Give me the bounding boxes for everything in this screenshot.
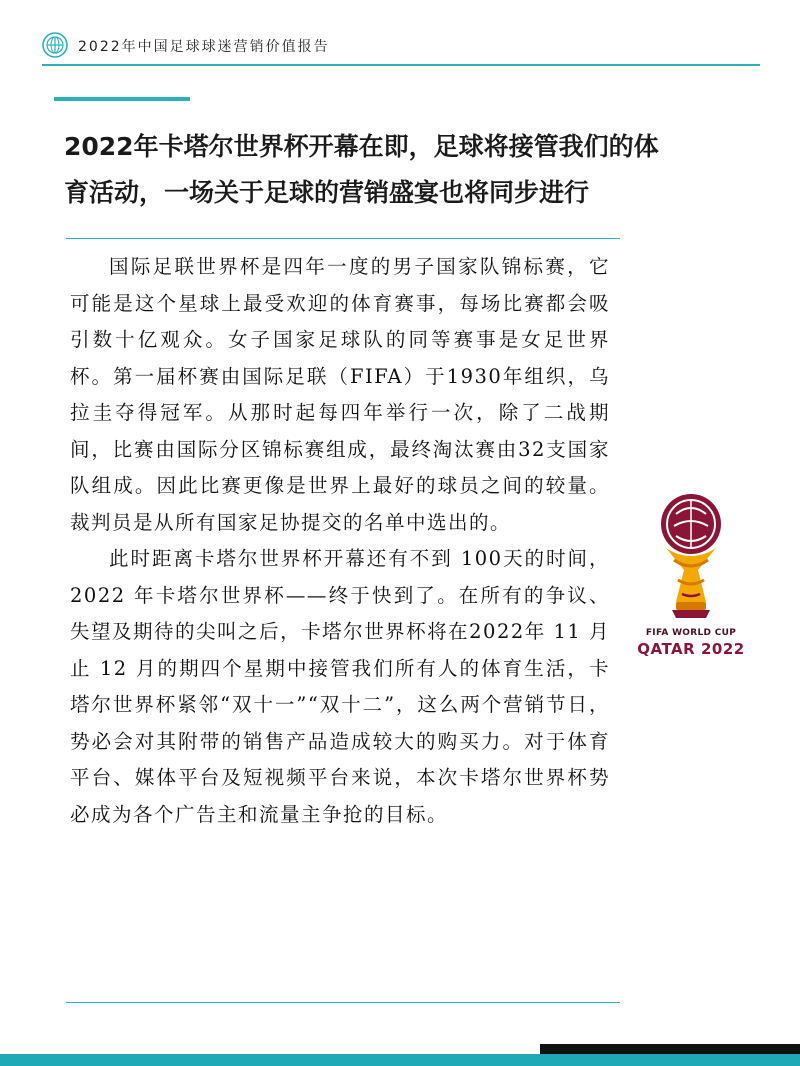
footer-dark-bar: [540, 1044, 800, 1054]
page-headline: [64, 124, 784, 216]
world-cup-logo: [636, 490, 746, 665]
page-header: [42, 30, 760, 66]
globe-emblem-icon: [42, 32, 68, 58]
header-divider: [42, 64, 760, 66]
headline-line-2: 育活动，一场关于足球的营销盛宴也将同步进行: [64, 178, 590, 207]
accent-bar: [54, 97, 190, 101]
world-cup-trophy-icon: [636, 490, 746, 630]
logo-wordmark: [636, 628, 746, 658]
logo-fifa-world-cup: FIFA WORLD CUP: [645, 628, 737, 638]
logo-qatar-2022: QATAR 2022: [637, 640, 745, 658]
body-paragraph-1: 国际足联世界杯是四年一度的男子国家队锦标赛，它可能是这个星球上最受欢迎的体育赛事，每场比赛都会吸引数十亿观众。女子国家足球队的同等赛事是女足世界杯。第一届杯赛由国际足联（FIFA）于1930年组织，乌拉圭夺得冠军。从那时起每四年举行一次，除了二战期间，比赛由国际分区锦标赛组成，最终淘汰赛由32支国家队组成。因此比赛更像是世界上最好的球员之间的较量。裁判员是从所有国家足协提交的名单中选出的。: [70, 255, 610, 534]
report-title: 2022年中国足球球迷营销价值报告: [78, 39, 330, 55]
footer-teal-bar: [0, 1054, 800, 1066]
body-content: [70, 249, 610, 833]
headline-line-1: 2022年卡塔尔世界杯开幕在即，足球将接管我们的体: [64, 132, 659, 161]
content-bottom-divider: [66, 1002, 620, 1003]
body-paragraph-2: 此时距离卡塔尔世界杯开幕还有不到 100天的时间，2022 年卡塔尔世界杯——终于快到了。在所有的争议、失望及期待的尖叫之后，卡塔尔世界杯将在2022年 11 月止 12 月的期四个星期中接管我们所有人的体育生活，卡塔尔世界杯紧邻“双十一”“双十二”，这么两个营销节日，势必会对其附带的销售产品造成较大的购买力。对于体育平台、媒体平台及短视频平台来说，本次卡塔尔世界杯势必成为各个广告主和流量主争抢的目标。: [70, 547, 610, 826]
content-top-divider: [66, 238, 620, 239]
